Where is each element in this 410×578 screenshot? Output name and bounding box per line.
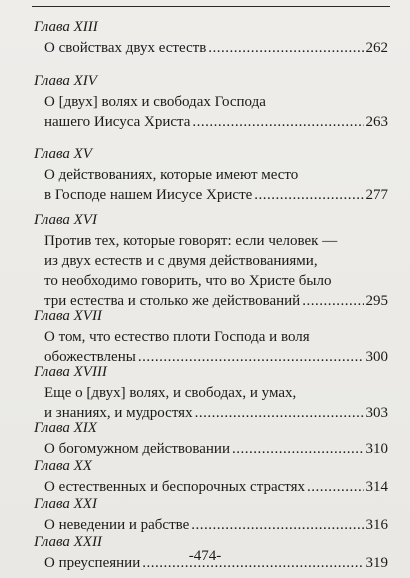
page-reference: 314 bbox=[365, 479, 388, 495]
toc-entry bbox=[34, 307, 388, 363]
chapter-title-text: О неведении и рабстве bbox=[44, 517, 190, 533]
page-reference: 263 bbox=[365, 114, 388, 130]
chapter-title-last-line bbox=[44, 185, 388, 205]
chapter-title-text: О свойствах двух естеств bbox=[44, 40, 207, 56]
toc-entry bbox=[34, 72, 388, 145]
chapter-title-text: и знаниях, и мудростях bbox=[44, 405, 193, 421]
chapter-title-line: из двух естеств и с двумя действованиями, bbox=[44, 253, 318, 269]
chapter-heading: Глава XIV bbox=[34, 73, 97, 89]
chapter-title-last-line bbox=[44, 477, 388, 497]
chapter-title bbox=[44, 165, 388, 205]
chapter-title bbox=[44, 327, 388, 367]
toc-entry bbox=[34, 419, 388, 457]
chapter-title-line: О том, что естество плоти Господа и воля bbox=[44, 329, 310, 345]
chapter-title-last-line bbox=[44, 439, 388, 459]
page-reference: 262 bbox=[365, 40, 388, 56]
dot-leader bbox=[208, 38, 363, 58]
dot-leader bbox=[232, 439, 364, 459]
chapter-title bbox=[44, 231, 388, 311]
dot-leader bbox=[254, 185, 363, 205]
chapter-title-text: обожествлены bbox=[44, 349, 136, 365]
chapter-heading: Глава XVII bbox=[34, 308, 102, 324]
dot-leader bbox=[307, 477, 363, 497]
chapter-title-line: Против тех, которые говорят: если человек — bbox=[44, 233, 338, 249]
chapter-heading: Глава XXII bbox=[34, 534, 102, 550]
page-reference: 303 bbox=[365, 405, 388, 421]
dot-leader bbox=[192, 112, 363, 132]
page-reference: 300 bbox=[365, 349, 388, 365]
chapter-heading: Глава XIII bbox=[34, 19, 98, 35]
page-reference: 277 bbox=[365, 187, 388, 203]
chapter-title-last-line bbox=[44, 38, 388, 58]
chapter-heading: Глава XXI bbox=[34, 496, 97, 512]
chapter-title bbox=[44, 92, 388, 132]
chapter-title-line: Еще о [двух] волях, и свободах, и умах, bbox=[44, 385, 297, 401]
chapter-title bbox=[44, 439, 388, 459]
table-of-contents bbox=[34, 18, 388, 571]
toc-entry bbox=[34, 363, 388, 419]
dot-leader bbox=[195, 403, 364, 423]
chapter-title bbox=[44, 515, 388, 535]
chapter-title-line: О действованиях, которые имеют место bbox=[44, 167, 299, 183]
page-number: -474- bbox=[188, 548, 222, 564]
chapter-title bbox=[44, 383, 388, 423]
chapter-title-line: то необходимо говорить, что во Христе было bbox=[44, 273, 332, 289]
dot-leader bbox=[191, 515, 363, 535]
top-rule bbox=[32, 6, 390, 7]
toc-entry bbox=[34, 457, 388, 495]
chapter-title-text: нашего Иисуса Христа bbox=[44, 114, 191, 130]
toc-entry bbox=[34, 18, 388, 72]
chapter-heading: Глава XIX bbox=[34, 420, 97, 436]
chapter-heading: Глава XVI bbox=[34, 212, 97, 228]
chapter-title bbox=[44, 38, 388, 58]
chapter-title-text: О богомужном действовании bbox=[44, 441, 230, 457]
chapter-heading: Глава XX bbox=[34, 458, 92, 474]
page-reference: 316 bbox=[365, 517, 388, 533]
chapter-title bbox=[44, 477, 388, 497]
dot-leader bbox=[138, 347, 364, 367]
toc-entry bbox=[34, 145, 388, 211]
chapter-title-last-line bbox=[44, 112, 388, 132]
toc-entry bbox=[34, 495, 388, 533]
chapter-heading: Глава XVIII bbox=[34, 364, 107, 380]
chapter-title-last-line bbox=[44, 515, 388, 535]
toc-entry bbox=[34, 211, 388, 307]
chapter-title-line: О [двух] волях и свободах Господа bbox=[44, 94, 266, 110]
dot-leader bbox=[302, 291, 363, 311]
page-reference: 295 bbox=[365, 293, 388, 309]
chapter-title-text: О преуспеянии bbox=[44, 555, 141, 571]
page-reference: 319 bbox=[365, 555, 388, 571]
chapter-title-text: три естества и столько же действований bbox=[44, 293, 301, 309]
page-reference: 310 bbox=[365, 441, 388, 457]
chapter-heading: Глава XV bbox=[34, 146, 92, 162]
chapter-title-text: в Господе нашем Иисусе Христе bbox=[44, 187, 253, 203]
chapter-title-text: О естественных и беспорочных страстях bbox=[44, 479, 306, 495]
